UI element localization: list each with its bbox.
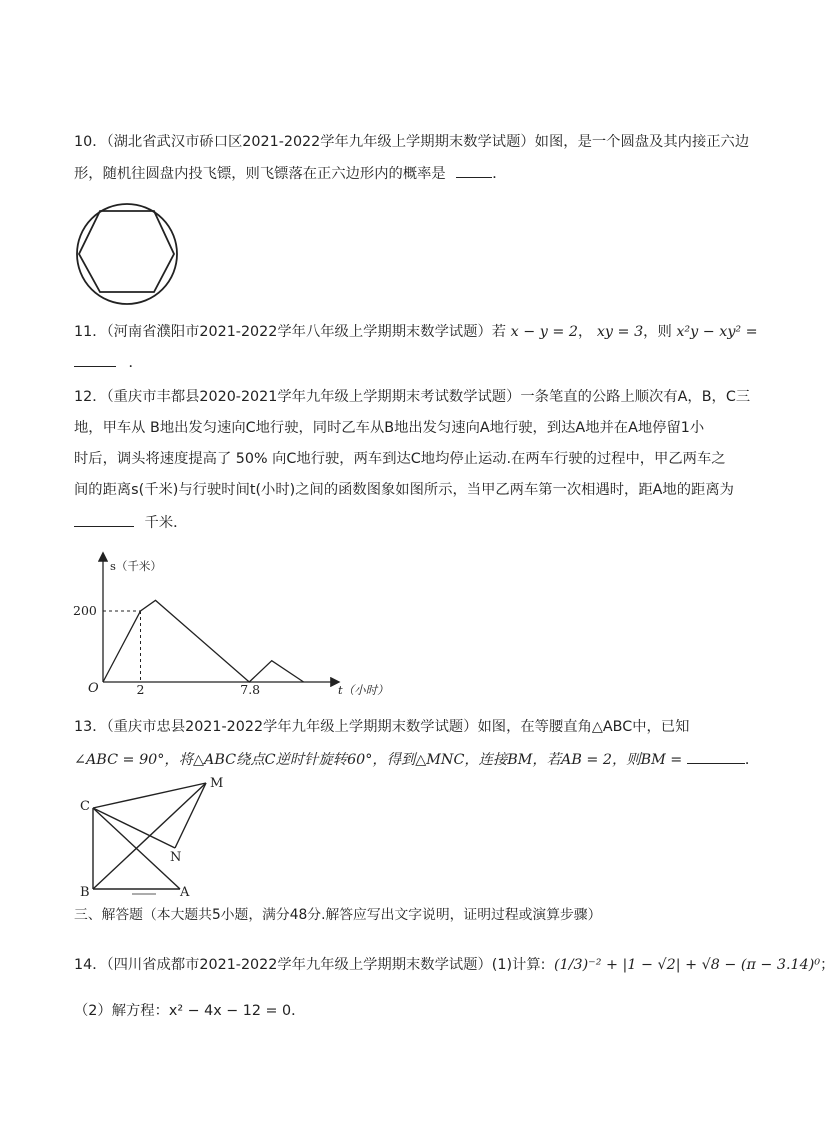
q11-prefix: 11．（河南省濮阳市2021-2022学年八年级上学期期末数学试题）若 (74, 324, 507, 340)
q12-line2: 地，甲车从 B地出发匀速向C地行驶，同时乙车从B地出发匀速向A地行驶，到达A地并在A地停留1小 (74, 420, 705, 436)
q10-answer-blank (456, 163, 492, 178)
y-tick-label-0: 200 (73, 603, 97, 618)
distance-time-chart (60, 548, 400, 698)
x-axis-label: t（小时） (338, 683, 389, 697)
circle-disk (77, 204, 177, 304)
q12-line1: 12．（重庆市丰都县2020-2021学年九年级上学期期末考试数学试题）一条笔直的公路上顺次有A，B，C三 (74, 389, 751, 405)
q11-cond2: xy = 3 (596, 324, 644, 340)
q10-line2-text: 形，随机往圆盘内投飞镖，则飞镖落在正六边形内的概率是 (74, 166, 446, 182)
q11-answer-blank (74, 352, 116, 367)
series-line-s (103, 600, 304, 682)
q12-line5 (74, 512, 187, 533)
x-tick-label-1: 7.8 (240, 682, 261, 697)
x-tick-label-0: 2 (136, 682, 145, 697)
inscribed-hexagon (79, 211, 174, 292)
q12-line3: 时后，调头将速度提高了 50% 向C地行驶，两车到达C地均停止运动.在两车行驶的过程中，甲乙两车之 (74, 451, 726, 467)
q12-answer-blank (74, 512, 134, 527)
label-N: N (170, 850, 182, 865)
rotation-triangle-figure (76, 775, 236, 905)
q14-line2: （2）解方程：x² − 4x − 12 = 0． (74, 1003, 306, 1019)
q11-sep: ， (578, 324, 593, 340)
q14-formula-end: ； (820, 957, 834, 973)
seg-CN (93, 808, 175, 848)
section3-title: 三、解答题（本大题共5小题，满分48分.解答应写出文字说明，证明过程或演算步骤） (74, 907, 602, 923)
seg-MN (175, 783, 206, 848)
label-B: B (80, 885, 90, 900)
q11-mid: ，则 (643, 324, 672, 340)
q11-cond1: x − y = 2 (510, 324, 579, 340)
q13-line2-text: ∠ABC = 90°，将△ABC绕点C逆时针旋转60°，得到△MNC，连接BM，若AB = 2，则BM = (74, 752, 683, 768)
q11-end: ． (128, 355, 143, 371)
q14-line1 (74, 955, 834, 975)
q11-expr: x²y − xy² = (676, 324, 758, 340)
seg-CM (93, 783, 206, 808)
series-layer (103, 600, 304, 682)
q10-line2-end: ． (492, 166, 507, 182)
q13-line1: 13．（重庆市忠县2021-2022学年九年级上学期期末数学试题）如图，在等腰直角△ABC中，已知 (74, 719, 690, 735)
q14-line1-text: 14．（四川省成都市2021-2022学年九年级上学期期末数学试题）(1)计算: (74, 957, 546, 973)
origin-label: O (88, 681, 99, 696)
axis-ticks (73, 603, 260, 697)
q13-line2-end: ． (744, 752, 760, 768)
label-M: M (210, 776, 224, 791)
q10-line1: 10．（湖北省武汉市硚口区2021-2022学年九年级上学期期末数学试题）如图，是一个圆盘及其内接正六边 (74, 134, 750, 150)
label-A: A (180, 885, 190, 900)
label-C: C (80, 799, 90, 814)
q11-line2 (74, 352, 143, 373)
seg-BM (93, 783, 206, 889)
q12-end: 千米． (144, 515, 188, 531)
q12-line4: 间的距离s(千米)与行驶时间t(小时)之间的函数图象如图所示，当甲乙两车第一次相遇时，距A地的距离为 (74, 482, 734, 498)
y-axis-label: s（千米） (110, 559, 162, 573)
q13-line2 (74, 749, 759, 770)
q14-formula: (1/3)⁻² + |1 − √2| + √8 − (π − 3.14)⁰ (554, 957, 821, 973)
q10-line2 (74, 163, 507, 184)
q11-line1 (74, 322, 758, 342)
circle-hexagon-figure (76, 206, 180, 306)
q13-answer-blank (687, 749, 745, 764)
